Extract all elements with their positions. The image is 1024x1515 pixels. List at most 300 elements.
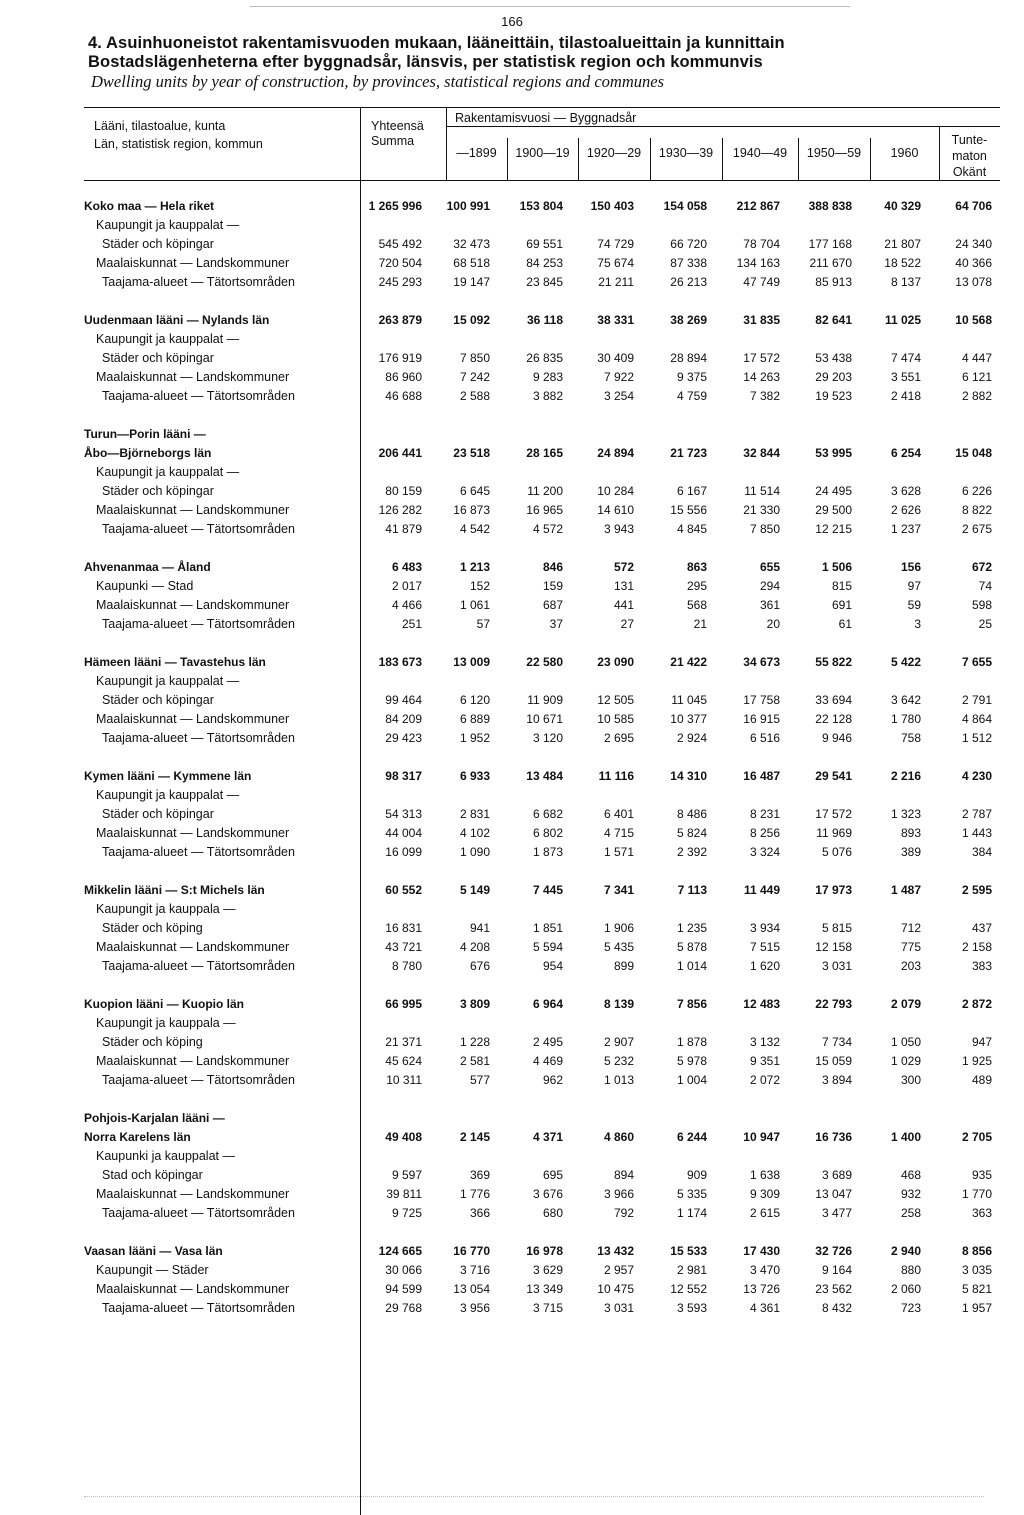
period-cell: 21 807 — [884, 237, 921, 251]
region-row — [0, 655, 1024, 674]
region-row — [0, 427, 1024, 446]
period-cell: 712 — [900, 921, 921, 935]
period-cell: 22 128 — [815, 712, 852, 726]
period-cell: 8 486 — [676, 807, 707, 821]
period-cell: 6 682 — [532, 807, 563, 821]
unknown-cell: 4 230 — [961, 769, 992, 783]
period-cell: 361 — [759, 598, 780, 612]
period-cell: 3 593 — [676, 1301, 707, 1315]
period-cell: 11 025 — [884, 313, 921, 327]
table-row — [0, 256, 1024, 275]
period-cell: 9 164 — [821, 1263, 852, 1277]
period-cell: 2 615 — [749, 1206, 780, 1220]
period-cell: 7 850 — [749, 522, 780, 536]
period-cell: 21 330 — [743, 503, 780, 517]
period-cell: 10 284 — [597, 484, 634, 498]
period-cell: 97 — [907, 579, 921, 593]
top-rule — [250, 6, 850, 7]
period-cell: 14 310 — [670, 769, 707, 783]
period-cell: 441 — [613, 598, 634, 612]
total-cell: 39 811 — [386, 1187, 422, 1201]
row-label: Maalaiskunnat — Landskommuner — [96, 256, 290, 270]
table-row — [0, 465, 1024, 484]
unknown-cell: 489 — [971, 1073, 992, 1087]
unknown-cell: 2 158 — [961, 940, 992, 954]
period-cell: 680 — [542, 1206, 563, 1220]
total-cell: 16 831 — [385, 921, 422, 935]
table-row — [0, 845, 1024, 864]
title-swedish: Bostadslägenheterna efter byggnadsår, länsvis, per statistisk region och kommunvis — [88, 53, 763, 71]
period-cell: 212 867 — [736, 199, 780, 213]
period-cell: 894 — [613, 1168, 634, 1182]
row-label: Taajama-alueet — Tätortsområden — [102, 1301, 295, 1315]
period-cell: 14 610 — [597, 503, 634, 517]
row-label: Vaasan lääni — Vasa län — [84, 1244, 223, 1258]
period-cell: 17 572 — [815, 807, 852, 821]
period-cell: 11 449 — [743, 883, 780, 897]
period-cell: 5 232 — [603, 1054, 634, 1068]
period-cell: 7 734 — [821, 1035, 852, 1049]
row-label: Kuopion lääni — Kuopio län — [84, 997, 244, 1011]
period-cell: 758 — [900, 731, 921, 745]
period-cell: 2 072 — [749, 1073, 780, 1087]
period-cell: 3 934 — [749, 921, 780, 935]
period-cell: 1 090 — [459, 845, 490, 859]
row-label: Städer och köpingar — [102, 484, 214, 498]
period-cell: 7 382 — [749, 389, 780, 403]
period-cell: 14 263 — [743, 370, 780, 384]
period-cell: 29 541 — [815, 769, 852, 783]
period-cell: 4 542 — [459, 522, 490, 536]
row-label: Mikkelin lääni — S:t Michels län — [84, 883, 265, 897]
region-row — [0, 1130, 1024, 1149]
table-row — [0, 712, 1024, 731]
period-cell: 3 882 — [532, 389, 563, 403]
period-cell: 154 058 — [663, 199, 707, 213]
period-cell: 2 418 — [890, 389, 921, 403]
period-cell: 17 572 — [743, 351, 780, 365]
row-label: Maalaiskunnat — Landskommuner — [96, 598, 290, 612]
period-cell: 10 585 — [597, 712, 634, 726]
period-cell: 11 969 — [816, 826, 852, 840]
period-cell: 5 978 — [676, 1054, 707, 1068]
period-cell: 8 231 — [749, 807, 780, 821]
period-cell: 1 952 — [459, 731, 490, 745]
period-cell: 7 515 — [749, 940, 780, 954]
period-cell: 5 594 — [532, 940, 563, 954]
table-row — [0, 1263, 1024, 1282]
row-label: Kaupungit ja kauppalat — — [96, 788, 240, 802]
period-cell: 2 831 — [459, 807, 490, 821]
period-cell: 8 137 — [890, 275, 921, 289]
unknown-cell: 2 791 — [961, 693, 992, 707]
period-cell: 22 793 — [815, 997, 852, 1011]
period-cell: 16 487 — [743, 769, 780, 783]
table-row — [0, 389, 1024, 408]
period-cell: 577 — [469, 1073, 490, 1087]
table-row — [0, 807, 1024, 826]
period-cell: 32 844 — [743, 446, 780, 460]
total-header-finnish: Yhteensä — [371, 119, 424, 133]
period-cell: 11 200 — [527, 484, 563, 498]
row-label: Maalaiskunnat — Landskommuner — [96, 503, 290, 517]
unknown-cell: 25 — [978, 617, 992, 631]
row-label: Taajama-alueet — Tätortsområden — [102, 845, 295, 859]
period-cell: 3 120 — [532, 731, 563, 745]
period-header-4: 1930—39 — [658, 146, 714, 160]
period-cell: 3 551 — [890, 370, 921, 384]
total-cell: 176 919 — [378, 351, 422, 365]
unknown-cell: 1 957 — [961, 1301, 992, 1315]
period-cell: 12 483 — [743, 997, 780, 1011]
period-cell: 75 674 — [597, 256, 634, 270]
period-cell: 3 956 — [459, 1301, 490, 1315]
period-cell: 8 256 — [749, 826, 780, 840]
total-cell: 94 599 — [385, 1282, 422, 1296]
period-cell: 1 400 — [890, 1130, 921, 1144]
total-cell: 720 504 — [378, 256, 422, 270]
table-row — [0, 598, 1024, 617]
row-label: Åbo—Björneborgs län — [84, 446, 212, 460]
period-cell: 7 113 — [677, 883, 707, 897]
unknown-cell: 40 366 — [955, 256, 992, 270]
period-cell: 17 430 — [743, 1244, 780, 1258]
period-cell: 47 749 — [743, 275, 780, 289]
period-header-1: —1899 — [456, 146, 497, 160]
unknown-cell: 384 — [971, 845, 992, 859]
period-cell: 815 — [831, 579, 852, 593]
period-cell: 1 061 — [459, 598, 490, 612]
period-cell: 40 329 — [884, 199, 921, 213]
row-label: Maalaiskunnat — Landskommuner — [96, 826, 290, 840]
period-cell: 6 802 — [532, 826, 563, 840]
period-cell: 3 894 — [821, 1073, 852, 1087]
period-header-5: 1940—49 — [732, 146, 788, 160]
period-cell: 12 552 — [670, 1282, 707, 1296]
row-label: Kaupunki ja kauppalat — — [96, 1149, 235, 1163]
period-cell: 8 139 — [603, 997, 634, 1011]
period-cell: 13 047 — [815, 1187, 852, 1201]
period-cell: 6 167 — [676, 484, 707, 498]
period-cell: 26 835 — [526, 351, 563, 365]
period-cell: 4 361 — [749, 1301, 780, 1315]
row-label: Städer och köpingar — [102, 807, 214, 821]
table-row — [0, 617, 1024, 636]
period-cell: 10 475 — [597, 1282, 634, 1296]
table-row — [0, 1035, 1024, 1054]
total-cell: 54 313 — [385, 807, 422, 821]
row-label: Stad och köpingar — [102, 1168, 203, 1182]
unknown-cell: 8 856 — [961, 1244, 992, 1258]
table-row — [0, 826, 1024, 845]
period-cell: 7 922 — [603, 370, 634, 384]
period-cell: 880 — [900, 1263, 921, 1277]
period-cell: 1 050 — [890, 1035, 921, 1049]
title-english: Dwelling units by year of construction, by provinces, statistical regions and communes — [91, 72, 664, 91]
period-cell: 53 438 — [815, 351, 852, 365]
unknown-cell: 7 655 — [961, 655, 992, 669]
period-header-6: 1950—59 — [806, 146, 862, 160]
period-cell: 1 235 — [676, 921, 707, 935]
region-row — [0, 769, 1024, 788]
period-cell: 10 671 — [526, 712, 563, 726]
period-cell: 568 — [686, 598, 707, 612]
period-cell: 24 495 — [815, 484, 852, 498]
period-cell: 2 626 — [890, 503, 921, 517]
row-label: Maalaiskunnat — Landskommuner — [96, 1187, 290, 1201]
period-cell: 7 341 — [603, 883, 634, 897]
table-row — [0, 1206, 1024, 1225]
period-cell: 28 165 — [526, 446, 563, 460]
period-cell: 9 351 — [749, 1054, 780, 1068]
row-label: Städer och köpingar — [102, 237, 214, 251]
period-cell: 3 — [914, 617, 921, 631]
total-cell: 8 780 — [391, 959, 422, 973]
period-cell: 16 978 — [526, 1244, 563, 1258]
table-row — [0, 731, 1024, 750]
period-cell: 792 — [613, 1206, 634, 1220]
period-cell: 8 432 — [821, 1301, 852, 1315]
period-cell: 2 940 — [890, 1244, 921, 1258]
period-cell: 5 422 — [890, 655, 921, 669]
period-cell: 78 704 — [743, 237, 780, 251]
period-cell: 258 — [900, 1206, 921, 1220]
unknown-cell: 3 035 — [961, 1263, 992, 1277]
total-cell: 4 466 — [391, 598, 422, 612]
period-cell: 36 118 — [526, 313, 563, 327]
period-cell: 3 966 — [603, 1187, 634, 1201]
period-cell: 3 809 — [459, 997, 490, 1011]
period-cell: 55 822 — [815, 655, 852, 669]
table-row — [0, 693, 1024, 712]
total-cell: 183 673 — [378, 655, 422, 669]
period-cell: 85 913 — [815, 275, 852, 289]
row-label: Kaupungit ja kauppalat — — [96, 332, 240, 346]
period-cell: 32 726 — [815, 1244, 852, 1258]
period-cell: 29 500 — [815, 503, 852, 517]
period-cell: 6 244 — [676, 1130, 707, 1144]
region-row — [0, 1244, 1024, 1263]
total-cell: 29 768 — [385, 1301, 422, 1315]
period-cell: 893 — [900, 826, 921, 840]
period-cell: 15 533 — [670, 1244, 707, 1258]
total-cell: 44 004 — [385, 826, 422, 840]
row-label: Taajama-alueet — Tätortsområden — [102, 1073, 295, 1087]
period-cell: 7 242 — [459, 370, 490, 384]
row-label: Taajama-alueet — Tätortsområden — [102, 617, 295, 631]
table-row — [0, 332, 1024, 351]
period-cell: 59 — [907, 598, 921, 612]
period-cell: 300 — [900, 1073, 921, 1087]
period-cell: 909 — [686, 1168, 707, 1182]
period-cell: 134 163 — [736, 256, 780, 270]
period-cell: 17 973 — [815, 883, 852, 897]
period-cell: 3 715 — [532, 1301, 563, 1315]
period-cell: 3 477 — [821, 1206, 852, 1220]
total-cell: 45 624 — [385, 1054, 422, 1068]
period-cell: 1 571 — [603, 845, 634, 859]
period-cell: 2 924 — [676, 731, 707, 745]
table-row — [0, 1149, 1024, 1168]
period-cell: 4 102 — [459, 826, 490, 840]
period-cell: 21 211 — [598, 275, 634, 289]
row-label: Norra Karelens län — [84, 1130, 191, 1144]
period-cell: 21 422 — [670, 655, 707, 669]
total-cell: 126 282 — [378, 503, 422, 517]
period-cell: 9 946 — [821, 731, 852, 745]
stub-header-swedish: Län, statistisk region, kommun — [94, 137, 263, 151]
table-row — [0, 1168, 1024, 1187]
table-row — [0, 351, 1024, 370]
period-header-7: 1960 — [890, 146, 919, 160]
period-cell: 846 — [542, 560, 563, 574]
unknown-cell: 947 — [971, 1035, 992, 1049]
unknown-cell: 672 — [971, 560, 992, 574]
title-finnish: 4. Asuinhuoneistot rakentamisvuoden mukaan, lääneittäin, tilastoalueittain ja kunnittain — [88, 34, 785, 52]
page-number: 166 — [501, 14, 523, 29]
row-label: Maalaiskunnat — Landskommuner — [96, 712, 290, 726]
period-cell: 3 324 — [749, 845, 780, 859]
row-label: Städer och köpingar — [102, 351, 214, 365]
period-cell: 3 470 — [749, 1263, 780, 1277]
table-row — [0, 1187, 1024, 1206]
period-cell: 899 — [613, 959, 634, 973]
period-cell: 954 — [542, 959, 563, 973]
period-cell: 1 228 — [459, 1035, 490, 1049]
unknown-cell: 2 787 — [961, 807, 992, 821]
period-cell: 1 620 — [749, 959, 780, 973]
row-label: Kaupunki — Stad — [96, 579, 194, 593]
period-cell: 962 — [542, 1073, 563, 1087]
period-cell: 3 642 — [890, 693, 921, 707]
period-cell: 131 — [613, 579, 634, 593]
period-cell: 12 158 — [815, 940, 852, 954]
period-cell: 1 878 — [676, 1035, 707, 1049]
unknown-cell: 437 — [971, 921, 992, 935]
unknown-cell: 24 340 — [955, 237, 992, 251]
period-cell: 19 523 — [815, 389, 852, 403]
period-cell: 2 695 — [603, 731, 634, 745]
period-cell: 2 981 — [676, 1263, 707, 1277]
period-cell: 5 335 — [676, 1187, 707, 1201]
period-cell: 4 469 — [532, 1054, 563, 1068]
period-cell: 4 371 — [532, 1130, 563, 1144]
unknown-cell: 1 512 — [961, 731, 992, 745]
total-cell: 30 066 — [385, 1263, 422, 1277]
total-cell: 46 688 — [385, 389, 422, 403]
period-cell: 150 403 — [590, 199, 634, 213]
unknown-cell: 1 443 — [961, 826, 992, 840]
period-cell: 38 269 — [670, 313, 707, 327]
period-cell: 4 860 — [603, 1130, 634, 1144]
period-cell: 156 — [900, 560, 921, 574]
total-header-swedish: Summa — [371, 134, 415, 148]
period-cell: 4 759 — [676, 389, 707, 403]
total-cell: 1 265 996 — [368, 199, 422, 213]
period-cell: 13 484 — [526, 769, 563, 783]
period-cell: 294 — [759, 579, 780, 593]
row-label: Städer och köping — [102, 1035, 203, 1049]
period-cell: 5 435 — [603, 940, 634, 954]
period-cell: 1 213 — [459, 560, 490, 574]
total-cell: 124 665 — [378, 1244, 422, 1258]
region-row — [0, 313, 1024, 332]
unknown-cell: 363 — [971, 1206, 992, 1220]
period-cell: 211 670 — [809, 256, 852, 270]
period-cell: 9 309 — [749, 1187, 780, 1201]
period-cell: 1 851 — [532, 921, 563, 935]
table-row — [0, 1301, 1024, 1320]
period-cell: 66 720 — [670, 237, 707, 251]
region-row — [0, 997, 1024, 1016]
row-label: Pohjois-Karjalan lääni — — [84, 1111, 225, 1125]
period-cell: 16 736 — [815, 1130, 852, 1144]
table-row — [0, 370, 1024, 389]
period-cell: 5 149 — [459, 883, 490, 897]
period-cell: 2 216 — [890, 769, 921, 783]
period-cell: 295 — [686, 579, 707, 593]
period-cell: 2 588 — [459, 389, 490, 403]
period-cell: 153 804 — [519, 199, 563, 213]
unknown-cell: 2 705 — [961, 1130, 992, 1144]
period-cell: 16 965 — [526, 503, 563, 517]
period-cell: 932 — [900, 1187, 921, 1201]
period-cell: 7 856 — [676, 997, 707, 1011]
period-cell: 687 — [542, 598, 563, 612]
period-cell: 655 — [759, 560, 780, 574]
period-cell: 4 845 — [676, 522, 707, 536]
period-cell: 3 689 — [821, 1168, 852, 1182]
unknown-cell: 6 226 — [961, 484, 992, 498]
period-cell: 941 — [469, 921, 490, 935]
row-label: Taajama-alueet — Tätortsområden — [102, 731, 295, 745]
unknown-cell: 383 — [971, 959, 992, 973]
table-row — [0, 1054, 1024, 1073]
period-cell: 15 092 — [453, 313, 490, 327]
period-cell: 3 132 — [749, 1035, 780, 1049]
header-top-rule — [84, 107, 1000, 108]
period-cell: 1 029 — [890, 1054, 921, 1068]
period-cell: 11 116 — [598, 769, 634, 783]
row-label: Uudenmaan lääni — Nylands län — [84, 313, 270, 327]
period-cell: 203 — [900, 959, 921, 973]
period-cell: 2 145 — [459, 1130, 490, 1144]
period-cell: 3 254 — [603, 389, 634, 403]
period-cell: 4 208 — [459, 940, 490, 954]
table-row — [0, 788, 1024, 807]
period-cell: 34 673 — [743, 655, 780, 669]
period-cell: 2 907 — [603, 1035, 634, 1049]
period-cell: 6 516 — [749, 731, 780, 745]
total-cell: 6 483 — [391, 560, 422, 574]
table-row — [0, 237, 1024, 256]
period-cell: 20 — [766, 617, 780, 631]
period-cell: 28 894 — [670, 351, 707, 365]
row-label: Maalaiskunnat — Landskommuner — [96, 1054, 290, 1068]
period-cell: 2 060 — [890, 1282, 921, 1296]
row-label: Kaupungit ja kauppala — — [96, 1016, 236, 1030]
unknown-cell: 2 882 — [961, 389, 992, 403]
row-label: Maalaiskunnat — Landskommuner — [96, 1282, 290, 1296]
period-cell: 863 — [686, 560, 707, 574]
row-label: Taajama-alueet — Tätortsområden — [102, 1206, 295, 1220]
footer-rule — [84, 1496, 984, 1497]
row-label: Kaupungit — Städer — [96, 1263, 209, 1277]
period-cell: 6 645 — [459, 484, 490, 498]
period-cell: 1 638 — [749, 1168, 780, 1182]
period-cell: 2 495 — [532, 1035, 563, 1049]
period-cell: 15 556 — [670, 503, 707, 517]
